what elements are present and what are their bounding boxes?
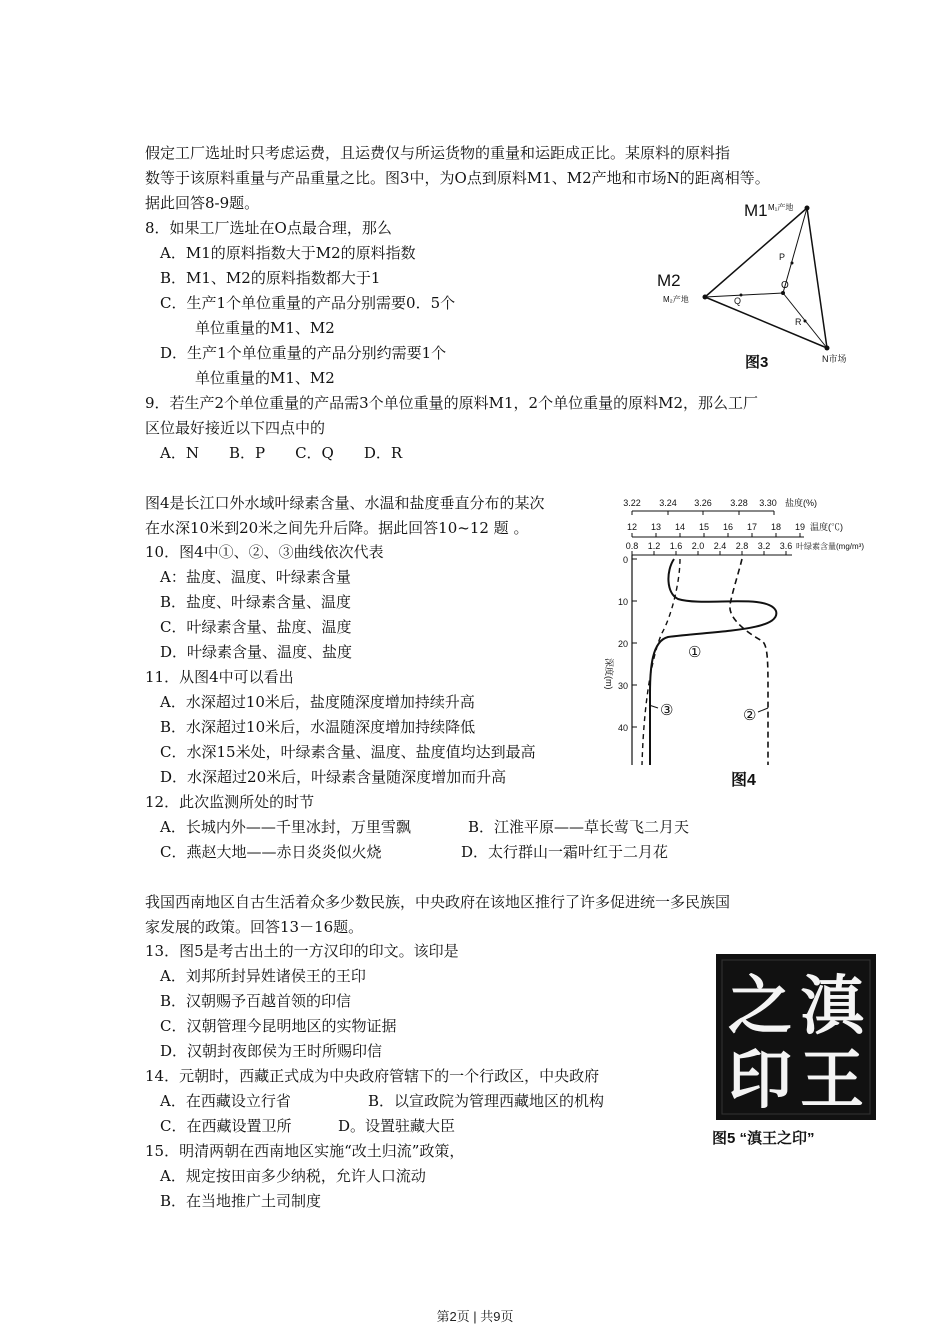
question-11-option-c: C．水深15米处，叶绿素含量、温度、盐度值均达到最高 — [160, 743, 536, 761]
label-n: N市场 — [822, 354, 847, 364]
salinity-tick-3: 3.26 — [694, 498, 712, 508]
salinity-tick-marks — [632, 511, 774, 515]
curve-1-label: ① — [688, 644, 702, 661]
depth-tick-40: 40 — [617, 723, 628, 733]
curve-2-leader — [758, 708, 768, 712]
intro3-line-1: 我国西南地区自古生活着众多少数民族，中央政府在该地区推行了许多促进统一多民族国 — [145, 893, 731, 911]
question-11-option-d: D．水深超过20米后，叶绿素含量随深度增加而升高 — [160, 768, 507, 786]
question-9-stem-2: 区位最好接近以下四点中的 — [145, 419, 326, 437]
figure-4-chart — [592, 493, 882, 798]
question-10-option-b: B．盐度、叶绿素含量、温度 — [160, 593, 352, 611]
question-9-stem-1: 9．若生产2个单位重量的产品需3个单位重量的原料M1，2个单位重量的原料M2，那么工厂 — [145, 394, 758, 412]
depth-tick-marks — [632, 559, 637, 727]
question-8-option-d-cont: 单位重量的M1、M2 — [195, 369, 335, 387]
question-13-option-b: B．汉朝赐予百越首领的印信 — [160, 992, 352, 1010]
question-10-option-d: D．叶绿素含量、温度、盐度 — [160, 643, 353, 661]
edge-m2-n — [705, 297, 827, 348]
temperature-tick-5: 16 — [722, 522, 734, 532]
point-m1 — [805, 206, 810, 211]
chlorophyll-tick-1: 0.8 — [625, 541, 639, 551]
question-15-option-b: B．在当地推广土司制度 — [160, 1192, 322, 1210]
depth-tick-0: 0 — [622, 555, 628, 565]
question-8-option-c-cont: 单位重量的M1、M2 — [195, 319, 335, 337]
question-11-stem: 11．从图4中可以看出 — [145, 668, 294, 686]
edge-m1-m2 — [705, 208, 807, 297]
intro-line-1: 假定工厂选址时只考虑运费，且运费仅与所运货物的重量和运距成正比。某原料的原料指 — [145, 144, 731, 162]
point-r — [804, 320, 807, 323]
salinity-tick-2: 3.24 — [659, 498, 677, 508]
question-12-option-d: D．太行群山一霜叶红于二月花 — [461, 843, 669, 861]
question-12-option-b: B．江淮平原——草长莺飞二月天 — [468, 818, 690, 836]
label-m2-small: M₂产地 — [663, 295, 689, 304]
chlorophyll-tick-6: 2.8 — [735, 541, 749, 551]
intro3-line-2: 家发展的政策。回答13－16题。 — [145, 918, 364, 936]
curve-2 — [730, 559, 768, 765]
salinity-tick-4: 3.28 — [730, 498, 748, 508]
depth-tick-10: 10 — [617, 597, 628, 607]
question-8-stem: 8．如果工厂选址在O点最合理，那么 — [145, 219, 392, 237]
depth-tick-30: 30 — [617, 681, 628, 691]
chlorophyll-tick-marks — [632, 551, 786, 555]
depth-tick-20: 20 — [617, 639, 628, 649]
question-10-stem: 10．图4中①、②、③曲线依次代表 — [145, 543, 384, 561]
label-m1: M1 — [744, 201, 768, 220]
chlorophyll-tick-8: 3.6 — [779, 541, 793, 551]
figure-5-seal — [708, 950, 883, 1150]
salinity-tick-5: 3.30 — [759, 498, 777, 508]
salinity-axis-label: 盐度(%) — [785, 498, 817, 508]
curve-1 — [650, 559, 776, 765]
figure-4-caption: 图4 — [731, 772, 756, 789]
chlorophyll-tick-2: 1.2 — [647, 541, 661, 551]
question-11-option-b: B．水深超过10米后，水温随深度增加持续降低 — [160, 718, 476, 736]
salinity-tick-1: 3.22 — [623, 498, 641, 508]
question-14-option-c: C．在西藏设置卫所 — [160, 1117, 292, 1135]
question-11-option-a: A．水深超过10米后，盐度随深度增加持续升高 — [160, 693, 475, 711]
label-m1-small: M₁产地 — [768, 203, 794, 212]
seal-char-wang: 王 — [800, 1044, 864, 1116]
depth-axis-label: 深度(m) — [604, 658, 614, 690]
point-p — [791, 262, 794, 265]
temperature-tick-4: 15 — [698, 522, 710, 532]
label-q: Q — [734, 296, 742, 306]
question-15-option-a: A．规定按田亩多少纳税，允许人口流动 — [160, 1167, 426, 1185]
curve-3-label: ③ — [660, 702, 674, 719]
intro2-line-2: 在水深10米到20米之间先升后降。据此回答10~12 题 。 — [145, 519, 529, 537]
chlorophyll-tick-3: 1.6 — [669, 541, 683, 551]
point-m2 — [703, 295, 708, 300]
figure-5-caption: 图5 “滇王之印” — [712, 1130, 815, 1147]
question-12-stem: 12．此次监测所处的时节 — [145, 793, 315, 811]
curve-3 — [642, 559, 680, 765]
question-8-option-a: A．M1的原料指数大于M2的原料指数 — [160, 244, 416, 262]
intro-line-2: 数等于该原料重量与产品重量之比。图3中，为O点到原料M1、M2产地和市场N的距离相等。 — [145, 169, 770, 187]
chlorophyll-axis-label: 叶绿素含量(mg/m³) — [796, 542, 864, 551]
question-12-option-a: A．长城内外——千里冰封，万里雪飘 — [160, 818, 411, 836]
question-14-option-a: A．在西藏设立行省 — [160, 1092, 291, 1110]
label-r: R — [795, 317, 802, 327]
chlorophyll-tick-5: 2.4 — [713, 541, 727, 551]
question-10-option-c: C．叶绿素含量、盐度、温度 — [160, 618, 352, 636]
question-13-option-c: C．汉朝管理今昆明地区的实物证据 — [160, 1017, 397, 1035]
point-o — [781, 291, 785, 295]
temperature-tick-marks — [632, 533, 800, 537]
question-10-option-a: A：盐度、温度、叶绿素含量 — [160, 568, 351, 586]
question-13-option-a: A．刘邦所封异姓诸侯王的王印 — [160, 967, 366, 985]
label-p: P — [779, 252, 786, 262]
question-13-stem: 13．图5是考古出土的一方汉印的印文。该印是 — [145, 942, 459, 960]
figure-3-diagram — [650, 195, 865, 370]
question-8-option-b: B．M1、M2的原料指数都大于1 — [160, 269, 381, 287]
question-14-option-b: B．以宣政院为管理西藏地区的机构 — [368, 1092, 605, 1110]
temperature-axis-label: 温度(℃) — [810, 522, 843, 532]
intro2-line-1: 图4是长江口外水域叶绿素含量、水温和盐度垂直分布的某次 — [145, 494, 545, 512]
question-14-stem: 14．元朝时，西藏正式成为中央政府管辖下的一个行政区，中央政府 — [145, 1067, 600, 1085]
question-14-option-d: D。设置驻藏大臣 — [338, 1117, 456, 1135]
chlorophyll-tick-4: 2.0 — [691, 541, 705, 551]
question-8-option-d: D．生产1个单位重量的产品分别约需要1个 — [160, 344, 447, 362]
seal-char-yin: 印 — [728, 1044, 792, 1116]
question-15-stem: 15．明清两朝在西南地区实施“改土归流”政策， — [145, 1142, 465, 1160]
temperature-tick-2: 13 — [650, 522, 662, 532]
page-footer: 第2页 | 共9页 — [436, 1309, 514, 1324]
seal-char-zhi: 之 — [728, 970, 792, 1042]
temperature-tick-3: 14 — [674, 522, 686, 532]
edge-o-m2 — [705, 293, 783, 297]
temperature-tick-7: 18 — [770, 522, 782, 532]
seal-char-dian: 滇 — [800, 970, 864, 1042]
curve-2-label: ② — [743, 707, 757, 724]
question-12-option-c: C．燕赵大地——赤日炎炎似火烧 — [160, 843, 382, 861]
temperature-tick-6: 17 — [746, 522, 758, 532]
label-o: O — [781, 280, 789, 291]
intro-line-3: 据此回答8-9题。 — [145, 194, 260, 212]
question-9-options: A．N B．P C．Q D．R — [160, 444, 403, 462]
label-m2: M2 — [657, 271, 681, 290]
chlorophyll-tick-7: 3.2 — [757, 541, 771, 551]
question-13-option-d: D．汉朝封夜郎侯为王时所赐印信 — [160, 1042, 383, 1060]
temperature-tick-8: 19 — [794, 522, 806, 532]
question-8-option-c: C．生产1个单位重量的产品分别需要0．5个 — [160, 294, 456, 312]
point-n — [825, 346, 830, 351]
figure-3-caption: 图3 — [745, 354, 769, 370]
temperature-tick-1: 12 — [626, 522, 638, 532]
